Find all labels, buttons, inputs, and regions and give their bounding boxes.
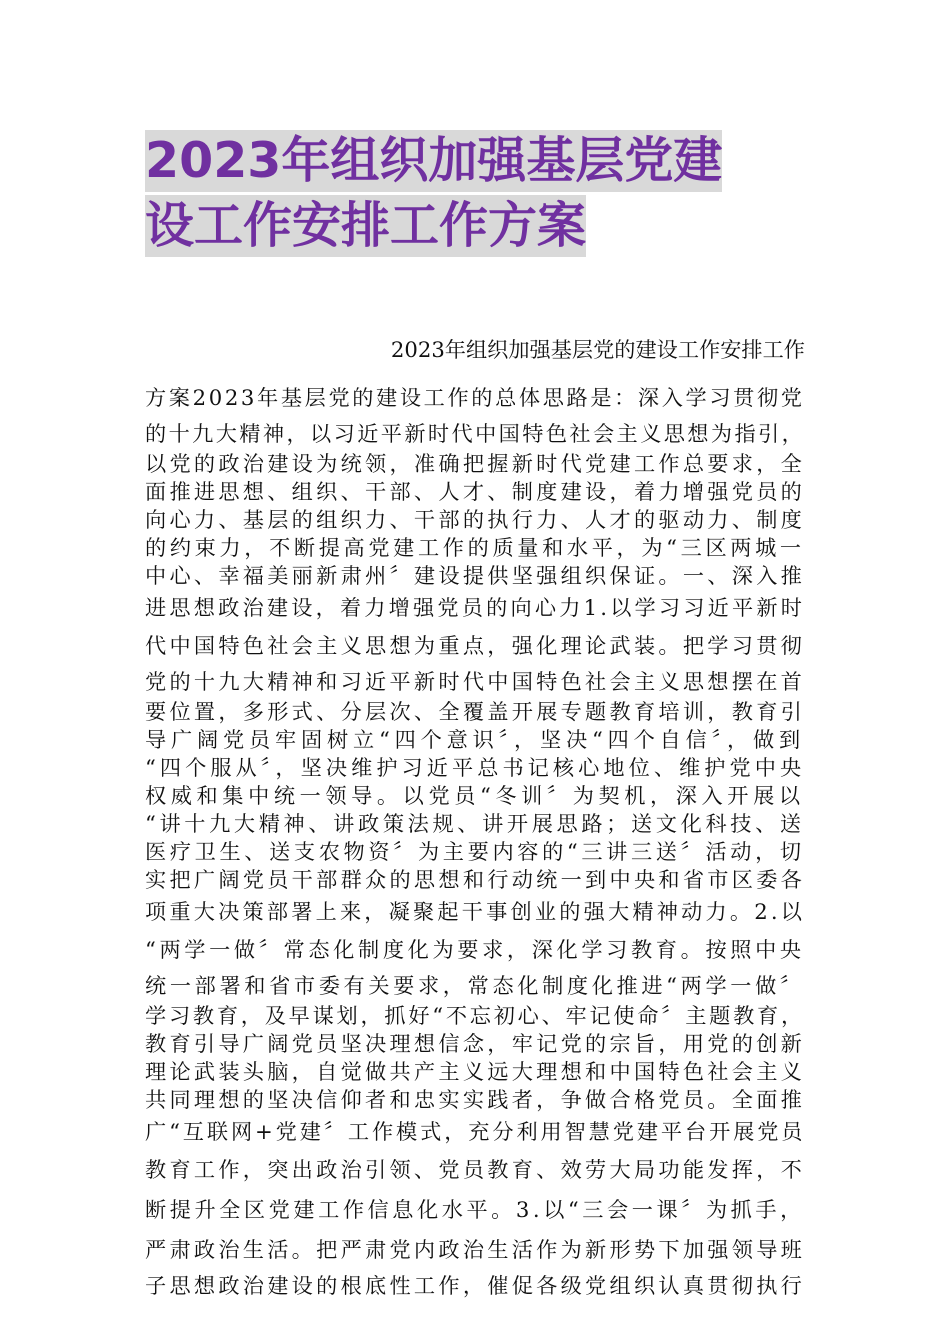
body-line: 教育工作，突出政治引领、党员教育、效劳大局功能发挥，不 — [145, 1157, 806, 1182]
body-line: 广“互联网+党建〞工作模式，充分利用智慧党建平台开展党员 — [145, 1119, 806, 1144]
body-line: 教育引导广阔党员坚决理想信念，牢记党的宗旨，用党的创新 — [145, 1031, 806, 1056]
body-line: 进思想政治建设，着力增强党员的向心力1.以学习习近平新时 — [145, 595, 806, 620]
body-line: 理论武装头脑，自觉做共产主义远大理想和中国特色社会主义 — [145, 1059, 806, 1084]
body-line: 中心、幸福美丽新肃州〞建设提供坚强组织保证。一、深入推 — [145, 563, 806, 588]
body-line: 学习教育，及早谋划，抓好“不忘初心、牢记使命〞主题教育， — [145, 1003, 805, 1028]
body-line: 医疗卫生、送支农物资〞为主要内容的“三讲三送〞活动，切 — [145, 839, 805, 864]
body-line: 以党的政治建设为统领，准确把握新时代党建工作总要求，全 — [145, 451, 806, 476]
body-line: 面推进思想、组织、干部、人才、制度建设，着力增强党员的 — [145, 479, 806, 504]
body-line: 导广阔党员牢固树立“四个意识〞，坚决“四个自信〞，做到 — [145, 727, 806, 752]
body-line: 方案2023年基层党的建设工作的总体思路是：深入学习贯彻党 — [145, 385, 805, 410]
body-line: 项重大决策部署上来，凝聚起干事创业的强大精神动力。2.以 — [145, 899, 806, 924]
body-line: 代中国特色社会主义思想为重点，强化理论武装。把学习贯彻 — [145, 633, 806, 658]
body-line: 共同理想的坚决信仰者和忠实实践者，争做合格党员。全面推 — [145, 1087, 806, 1112]
body-line: “讲十九大精神、讲政策法规、讲开展思路；送文化科技、送 — [145, 811, 805, 836]
body-line: 要位置，多形式、分层次、全覆盖开展专题教育培训，教育引 — [145, 699, 806, 724]
body-line: 统一部署和省市委有关要求，常态化制度化推进“两学一做〞 — [145, 973, 805, 998]
body-line: 子思想政治建设的根底性工作，催促各级党组织认真贯彻执行 — [145, 1273, 806, 1298]
subtitle-line: 2023年组织加强基层党的建设工作安排工作 — [390, 337, 805, 362]
document-title — [145, 130, 815, 260]
body-line: 的十九大精神，以习近平新时代中国特色社会主义思想为指引， — [145, 421, 806, 446]
body-line: 权威和集中统一领导。以党员“冬训〞为契机，深入开展以 — [145, 783, 805, 808]
body-line: 的约束力，不断提高党建工作的质量和水平，为“三区两城一 — [145, 535, 805, 560]
body-line: “四个服从〞，坚决维护习近平总书记核心地位、维护党中央 — [145, 755, 806, 780]
document-body — [145, 330, 805, 1302]
body-line: 断提升全区党建工作信息化水平。3.以“三会一课〞为抓手， — [145, 1197, 805, 1222]
body-line: 实把广阔党员干部群众的思想和行动统一到中央和省市区委各 — [145, 867, 806, 892]
title-line-1: 2023年组织加强基层党建 — [145, 130, 722, 192]
body-line: “两学一做〞常态化制度化为要求，深化学习教育。按照中央 — [145, 937, 805, 962]
body-line: 向心力、基层的组织力、干部的执行力、人才的驱动力、制度 — [145, 507, 806, 532]
body-line: 党的十九大精神和习近平新时代中国特色社会主义思想摆在首 — [145, 669, 806, 694]
body-line: 严肃政治生活。把严肃党内政治生活作为新形势下加强领导班 — [145, 1237, 806, 1262]
title-line-2: 设工作安排工作方案 — [145, 195, 586, 257]
